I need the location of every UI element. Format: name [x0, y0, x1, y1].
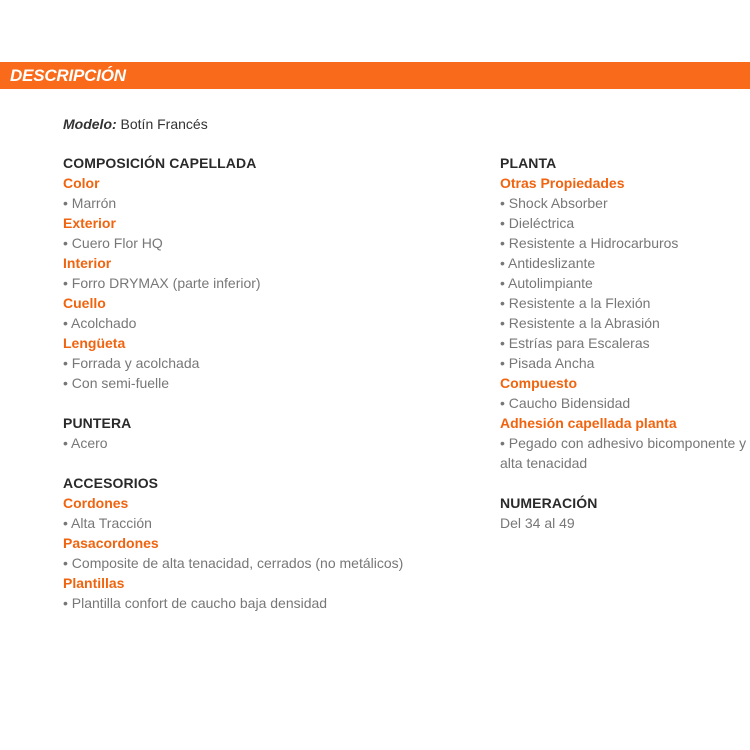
list-item: • Shock Absorber: [500, 195, 608, 211]
section-heading: COMPOSICIÓN CAPELLADA: [63, 155, 257, 171]
list-item: • Resistente a la Abrasión: [500, 315, 660, 331]
subheading-color: Color: [63, 175, 100, 191]
list-item: • Antideslizante: [500, 255, 596, 271]
subheading-otras-propiedades: Otras Propiedades: [500, 175, 625, 191]
section-composicion: [63, 153, 483, 393]
subheading-adhesion: Adhesión capellada planta: [500, 415, 677, 431]
list-item: • Estrías para Escaleras: [500, 335, 650, 351]
section-heading: PLANTA: [500, 155, 557, 171]
subheading-cuello: Cuello: [63, 295, 106, 311]
model-value: Botín Francés: [120, 116, 208, 132]
list-item: • Plantilla confort de caucho baja densidad: [63, 595, 328, 611]
section-puntera: [63, 413, 483, 453]
list-item: • Forro DRYMAX (parte inferior): [63, 275, 261, 291]
model-label: Modelo:: [63, 116, 117, 132]
section-accesorios: [63, 473, 483, 613]
subheading-plantillas: Plantillas: [63, 575, 125, 591]
section-heading: NUMERACIÓN: [500, 495, 598, 511]
right-column: [500, 153, 750, 553]
model-line: [63, 114, 208, 134]
subheading-pasacordones: Pasacordones: [63, 535, 159, 551]
list-item: • Acolchado: [63, 315, 137, 331]
list-item: • Dieléctrica: [500, 215, 575, 231]
list-item: • Pegado con adhesivo bicomponente y alta tenacidad: [500, 435, 747, 471]
list-item: • Pisada Ancha: [500, 355, 595, 371]
section-heading: ACCESORIOS: [63, 475, 159, 491]
list-item: • Autolimpiante: [500, 275, 593, 291]
list-item: • Marrón: [63, 195, 117, 211]
list-item: • Resistente a la Flexión: [500, 295, 651, 311]
section-numeracion: [500, 493, 750, 533]
banner-title: DESCRIPCIÓN: [10, 66, 126, 85]
section-planta: [500, 153, 750, 473]
description-banner: [0, 62, 750, 89]
subheading-cordones: Cordones: [63, 495, 129, 511]
subheading-exterior: Exterior: [63, 215, 116, 231]
size-range: Del 34 al 49: [500, 515, 575, 531]
list-item: • Alta Tracción: [63, 515, 152, 531]
subheading-interior: Interior: [63, 255, 112, 271]
list-item: • Cuero Flor HQ: [63, 235, 163, 251]
subheading-compuesto: Compuesto: [500, 375, 577, 391]
subheading-lengueta: Lengüeta: [63, 335, 126, 351]
list-item: • Resistente a Hidrocarburos: [500, 235, 679, 251]
list-item: • Con semi-fuelle: [63, 375, 170, 391]
list-item: • Caucho Bidensidad: [500, 395, 631, 411]
list-item: • Forrada y acolchada: [63, 355, 200, 371]
list-item: • Acero: [63, 435, 108, 451]
section-heading: PUNTERA: [63, 415, 132, 431]
list-item: • Composite de alta tenacidad, cerrados (no metálicos): [63, 555, 404, 571]
left-column: [63, 153, 483, 633]
